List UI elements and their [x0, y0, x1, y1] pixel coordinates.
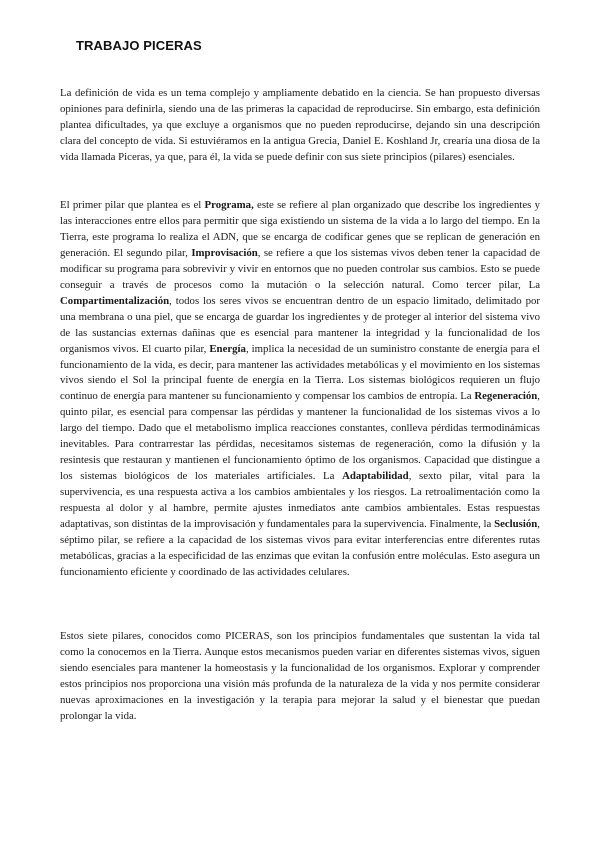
text-run: El primer pilar que plantea es el	[60, 199, 205, 211]
paragraph-introduction: La definición de vida es un tema complejo y ampliamente debatido en la ciencia. Se han propuesto diversas opiniones para definirla, siendo una de las primeras la capacidad de reproducirse. Sin embargo, esta definición plantea dificultades, ya que excluye a organismos que no pueden reproducirse, dejando sin una descripción clara del concepto de vida. Si estuviéramos en la antigua Grecia, Daniel E. Koshland Jr, crearía una diosa de la vida llamada Piceras, ya que, para él, la vida se puede definir con sus siete principios (pilares) esenciales.	[60, 87, 540, 163]
paragraph-conclusion: Estos siete pilares, conocidos como PICERAS, son los principios fundamentales que sustentan la vida tal como la conocemos en la Tierra. Aunque estos mecanismos pueden variar en diferentes sistemas vivos, siguen siendo esenciales para mantener la homeostasis y la funcionalidad de los organismos. Explorar y comprender estos principios nos proporciona una visión más profunda de la naturaleza de la vida y nos permite considerar nuevas aproximaciones en la investigación y la terapia para mejorar la salud y el bienestar que puedan prolongar la vida.	[60, 630, 540, 722]
document-title: TRABAJO PICERAS	[76, 38, 202, 53]
text-run: , sexto pilar, vital para la supervivencia, es una respuesta activa a los cambios ambientales y los riesgos. La retroalimentación como la respuesta al dolor y al hambre, permite ajustes inmediatos ante cambios ambientales. Estas respuestas adaptativas, son distintas de la improvisación y fundamentales para la supervivencia. Finalmente, la	[60, 470, 540, 531]
text-run: , quinto pilar, es esencial para compensar las pérdidas y mantener la funcionalidad de los sistemas vivos a lo largo del tiempo. Dado que el metabolismo implica reacciones constantes, conlleva pérdidas termodinámicas inevitables. Para contrarrestar las pérdidas, necesitamos sistemas de regeneración, como la difusión y la resintesis que restauran y mantienen el funcionamiento óptimo de los organismos. Capacidad que distingue a los sistemas biológicos de los materiales artificiales. La	[60, 390, 540, 483]
term-seclusion: Seclusión	[494, 518, 538, 531]
term-compartimentalizacion: Compartimentalización	[60, 294, 170, 307]
term-energia: Energía	[209, 342, 246, 355]
term-programa: Programa,	[204, 199, 254, 211]
text-run: este se refiere al plan organizado que describe los ingredientes y las interacciones entre ellos para permitir que siga existiendo un sistema de la vida a lo largo del tiempo. En la Tierra, este programa lo realiza el ADN, que se encarga de codificar genes que se replican de generación en generación. El segundo pilar,	[60, 199, 540, 259]
term-regeneracion: Regeneración	[474, 390, 538, 403]
text-run: , todos los seres vivos se encuentran dentro de un espacio limitado, delimitado por una membrana o una piel, que se encarga de guardar los ingredientes y de proteger al interior del sistema vivo de las sustancias externas dañinas que es esencial para mantener la integridad y la funcionalidad de los organismos vivos. El cuarto pilar,	[60, 294, 540, 355]
text-run: , séptimo pilar, se refiere a la capacidad de los sistemas vivos para evitar interferencias entre diferentes rutas metabólicas, gracias a la especificidad de las enzimas que evitan la confusión entre moléculas. Esto asegura un funcionamiento eficiente y coordinado de las actividades celulares.	[60, 518, 540, 578]
text-run: , se refiere a que los sistemas vivos deben tener la capacidad de modificar su programa para sobrevivir y vivir en entornos que no pueden controlar sus cambios. Esto se puede conseguir a través de procesos como la mutación o la selección natural. Como tercer pilar, La	[60, 246, 540, 291]
term-adaptabilidad: Adaptabilidad	[342, 470, 409, 483]
term-improvisacion: Improvisación	[191, 246, 258, 259]
paragraph-pillars	[60, 198, 540, 581]
text-run: , implica la necesidad de un suministro constante de energía para el funcionamiento de la vida, es decir, para mantener las actividades metabólicas y el movimiento en los sistemas vivos siendo el Sol la principal fuente de energía en la Tierra. Los sistemas biológicos requieren un flujo continuo de energía para mantener su funcionamiento y compensar los cambios de entropía. La	[60, 342, 540, 403]
